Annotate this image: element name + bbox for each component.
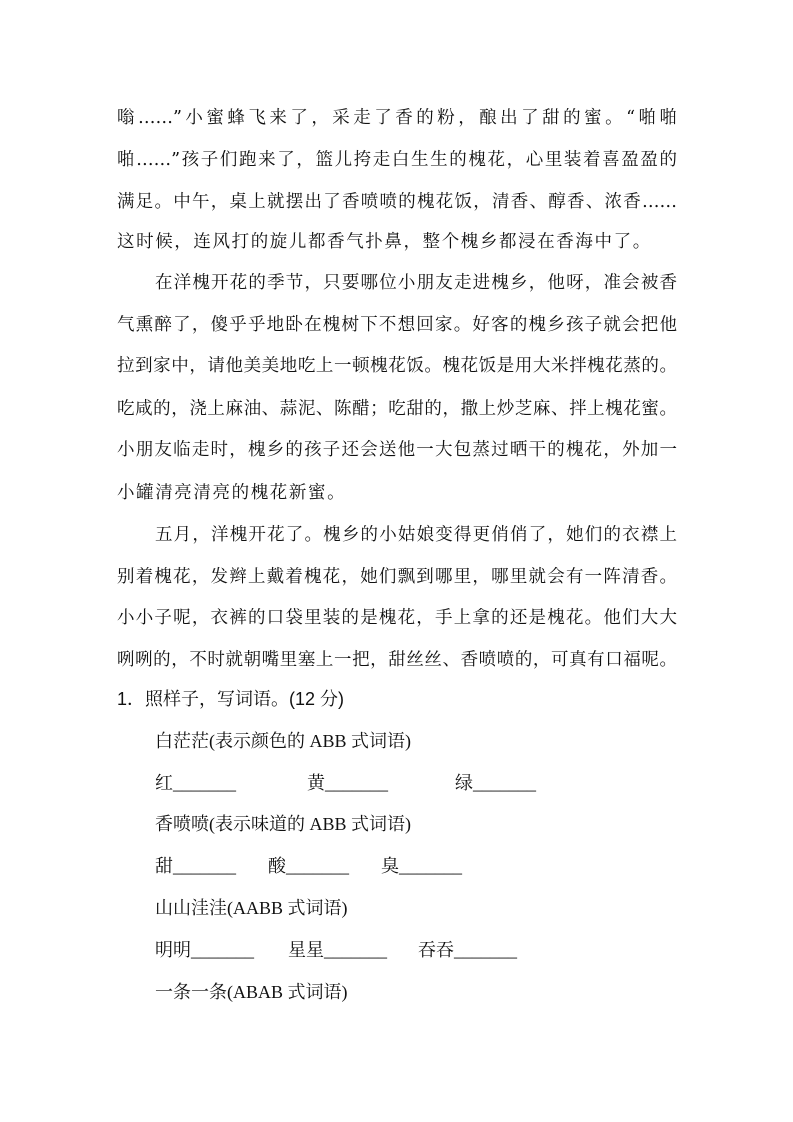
- passage-line: 嗡……”小蜜蜂飞来了，采走了香的粉，酿出了甜的蜜。“啪啪: [117, 108, 677, 128]
- blank-field[interactable]: 明明_______: [155, 940, 254, 960]
- blank-field[interactable]: 臭_______: [381, 856, 462, 876]
- passage-line: 拉到家中，请他美美地吃上一顿槐花饭。槐花饭是用大米拌槐花蒸的。: [117, 356, 677, 376]
- passage-line: 小小子呢，衣裤的口袋里装的是槐花，手上拿的还是槐花。他们大大: [117, 608, 677, 628]
- passage-line: 小罐清亮清亮的槐花新蜜。: [117, 483, 347, 503]
- passage-line: 咧咧的，不时就朝嘴里塞上一把，甜丝丝、香喷喷的，可真有口福呢。: [117, 650, 677, 670]
- question-title: 1．照样子，写词语。(12 分): [117, 689, 345, 709]
- passage-line: 别着槐花，发辫上戴着槐花，她们飘到哪里，哪里就会有一阵清香。: [117, 567, 677, 587]
- example-word: 一条一条(ABAB 式词语): [155, 982, 348, 1002]
- passage-line: 啪……”孩子们跑来了，篮儿挎走白生生的槐花，心里装着喜盈盈的: [117, 150, 677, 170]
- blank-field[interactable]: 吞吞_______: [418, 940, 517, 960]
- passage-line: 五月，洋槐开花了。槐乡的小姑娘变得更俏俏了，她们的衣襟上: [155, 525, 677, 545]
- blank-field[interactable]: 甜_______: [155, 856, 236, 876]
- passage-line: 在洋槐开花的季节，只要哪位小朋友走进槐乡，他呀，准会被香: [155, 273, 677, 293]
- passage-line: 满足。中午，桌上就摆出了香喷喷的槐花饭，清香、醇香、浓香……: [117, 192, 677, 212]
- example-word: 山山洼洼(AABB 式词语): [155, 898, 348, 918]
- blank-field[interactable]: 酸_______: [268, 856, 349, 876]
- passage-line: 小朋友临走时，槐乡的孩子还会送他一大包蒸过晒干的槐花，外加一: [117, 440, 677, 460]
- blank-field[interactable]: 红_______: [155, 773, 236, 793]
- passage-line: 气熏醉了，傻乎乎地卧在槐树下不想回家。好客的槐乡孩子就会把他: [117, 315, 677, 335]
- passage-line: 这时候，连风打的旋儿都香气扑鼻，整个槐乡都浸在香海中了。: [117, 232, 652, 252]
- blank-field[interactable]: 绿_______: [455, 773, 536, 793]
- blank-field[interactable]: 黄_______: [307, 773, 388, 793]
- example-word: 白茫茫(表示颜色的 ABB 式词语): [155, 731, 411, 751]
- example-word: 香喷喷(表示味道的 ABB 式词语): [155, 814, 411, 834]
- blank-field[interactable]: 星星_______: [288, 940, 387, 960]
- passage-line: 吃咸的，浇上麻油、蒜泥、陈醋；吃甜的，撒上炒芝麻、拌上槐花蜜。: [117, 399, 677, 419]
